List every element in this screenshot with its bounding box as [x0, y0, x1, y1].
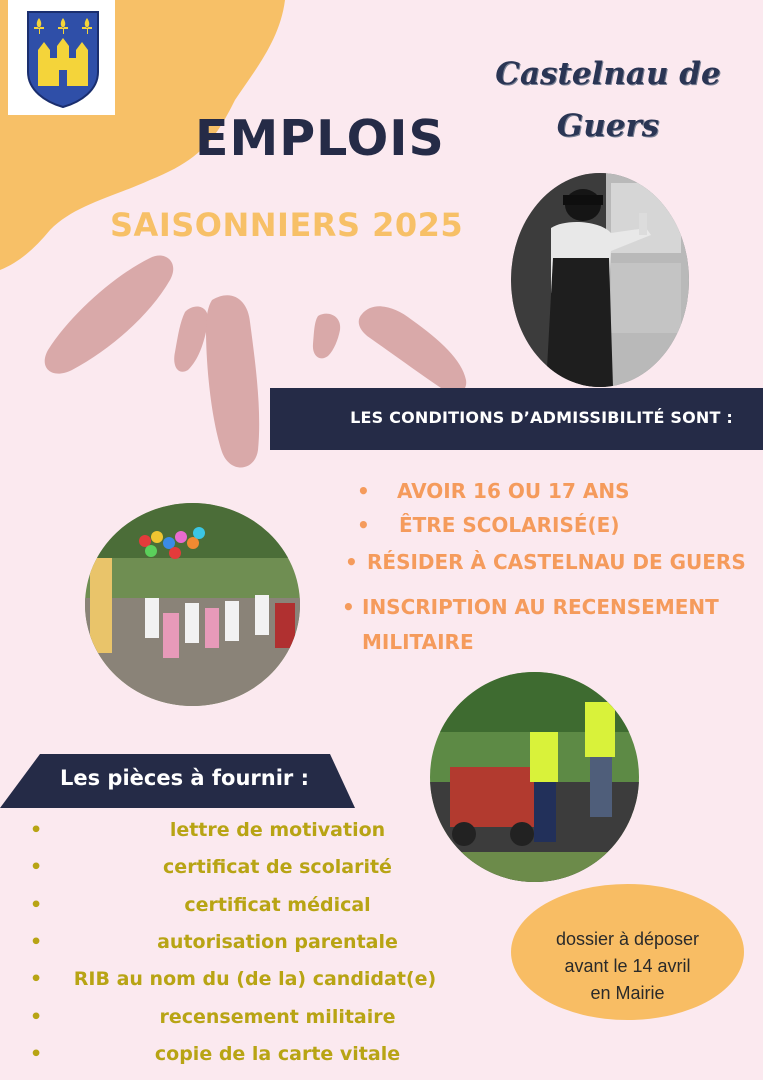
condition-text: AVOIR 16 OU 17 ANS — [397, 479, 630, 503]
photo-road-marking-workers — [430, 672, 639, 882]
town-logo — [8, 0, 115, 115]
condition-item — [357, 479, 630, 503]
condition-item — [345, 550, 746, 574]
piece-text: certificat de scolarité — [163, 856, 392, 878]
bullet-icon: • — [30, 968, 43, 990]
page-subtitle: SAISONNIERS 2025 — [110, 206, 464, 244]
piece-text: autorisation parentale — [157, 931, 398, 953]
piece-item — [30, 856, 460, 882]
deposit-notice — [511, 884, 744, 1020]
deposit-line-1: dossier à déposer — [555, 929, 700, 949]
piece-text: lettre de motivation — [169, 819, 386, 841]
piece-item — [30, 819, 460, 845]
town-name — [473, 48, 743, 152]
piece-item — [30, 1006, 460, 1032]
condition-item-continued — [362, 630, 474, 654]
piece-item — [30, 968, 460, 994]
condition-item — [357, 513, 620, 537]
bullet-icon: • — [30, 1043, 43, 1065]
bullet-icon: • — [30, 894, 43, 916]
coat-of-arms-icon — [26, 10, 100, 108]
condition-text: RÉSIDER À CASTELNAU DE GUERS — [367, 550, 746, 574]
piece-text: copie de la carte vitale — [154, 1043, 401, 1065]
deposit-line-3: en Mairie — [590, 983, 665, 1003]
bullet-icon: • — [30, 931, 43, 953]
condition-item — [342, 595, 719, 619]
photo-children-balloons — [85, 503, 300, 706]
photo-window-cleaner — [511, 173, 689, 387]
pieces-heading: Les pièces à fournir : — [60, 766, 309, 790]
town-name-line-1: Castelnau de — [495, 56, 721, 92]
piece-item — [30, 894, 460, 920]
page-title: EMPLOIS — [195, 110, 445, 167]
bullet-icon: • — [30, 856, 43, 878]
condition-text: ÊTRE SCOLARISÉ(E) — [399, 513, 620, 537]
piece-text: certificat médical — [184, 894, 371, 916]
deposit-line-2: avant le 14 avril — [564, 956, 691, 976]
bullet-icon: • — [357, 479, 370, 503]
conditions-heading-banner — [270, 388, 763, 450]
bullet-icon: • — [30, 1006, 43, 1028]
bullet-icon: • — [342, 595, 355, 619]
bullet-icon: • — [357, 513, 370, 537]
piece-item — [30, 1043, 460, 1069]
piece-text: recensement militaire — [159, 1006, 396, 1028]
conditions-heading: LES CONDITIONS D’ADMISSIBILITÉ SONT : — [350, 408, 733, 427]
piece-item — [30, 931, 460, 957]
bullet-icon: • — [30, 819, 43, 841]
piece-text: RIB au nom du (de la) candidat(e) — [73, 968, 437, 990]
town-name-line-2: Guers — [556, 108, 660, 144]
condition-text: MILITAIRE — [362, 630, 474, 654]
condition-text: INSCRIPTION AU RECENSEMENT — [362, 595, 719, 619]
bullet-icon: • — [345, 550, 358, 574]
